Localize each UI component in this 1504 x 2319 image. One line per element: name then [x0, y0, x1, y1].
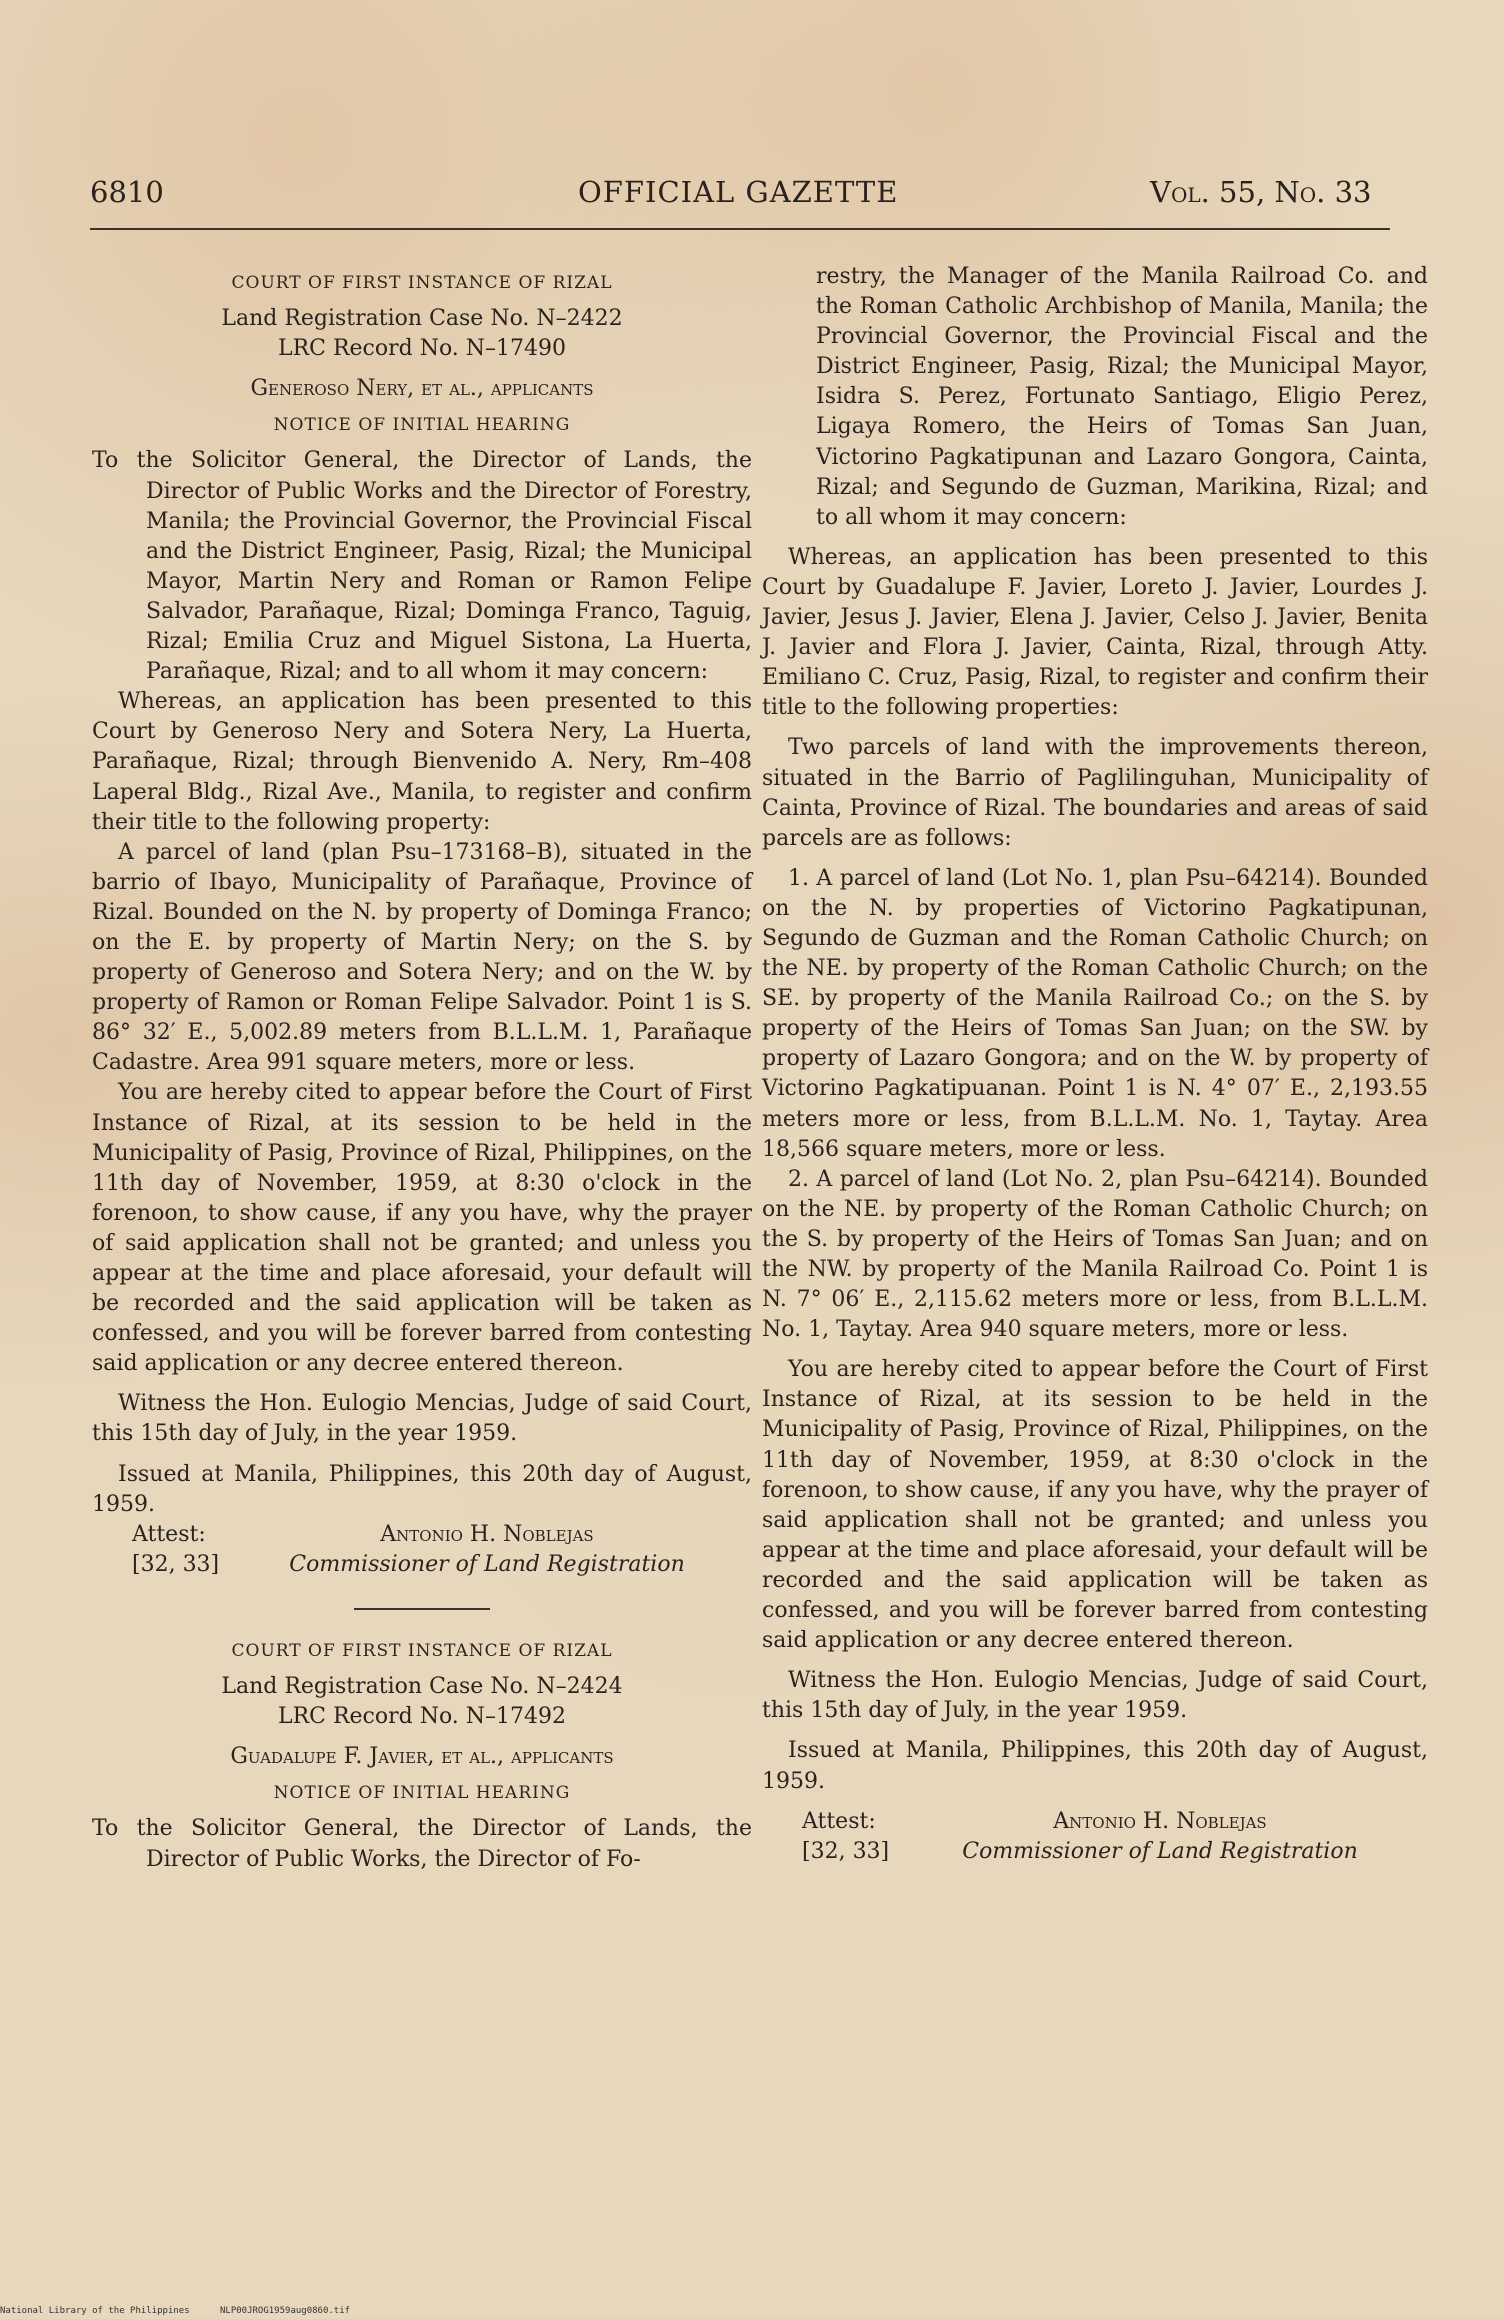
signer-title: Commissioner of Land Registration: [962, 1838, 1358, 1864]
scan-footer-filename: NLP00JROG1959aug0860.tif: [220, 2306, 351, 2316]
issued-paragraph: Issued at Manila, Philippines, this 20th day of August, 1959.: [762, 1738, 1428, 1794]
cited-paragraph: You are hereby cited to appear before the Court of First Instance of Rizal, at its session to be held in the Municipality of Pasig, Province of Rizal, Philippines, on the 11th day of November, 1959, at 8:30 o'clock in the forenoon, to show cause, if any you have, why the prayer of said application shall not be granted; and unless you appear at the time and place aforesaid, your default will be recorded and the said application will be taken as confessed, and you will be forever barred from contesting said application or any decree entered thereon.: [92, 1080, 752, 1377]
case-number: Land Registration Case No. N–2422: [221, 306, 623, 332]
attestation-block: [762, 1807, 1428, 1867]
two-parcels-paragraph: Two parcels of land with the improvements thereon, situated in the Barrio of Paglilinguhan, Municipality of Cainta, Province of Rizal. The boundaries and areas of said parcels are as follows:: [762, 735, 1428, 851]
notice-title: NOTICE OF INITIAL HEARING: [273, 1783, 571, 1804]
attest-label: Attest:: [132, 1521, 206, 1547]
left-column: [92, 262, 752, 1875]
record-number: LRC Record No. N–17490: [277, 336, 567, 362]
notice-separator: [354, 1608, 490, 1610]
witness-paragraph: Witness the Hon. Eulogio Mencias, Judge of said Court, this 15th day of July, in the year 1959.: [762, 1668, 1428, 1724]
addressees-paragraph: To the Solicitor General, the Director of Lands, the Director of Public Works and the Director of Forestry, Manila; the Provincial Governor, the Provincial Fiscal and the District Engineer, Pasig, Rizal; the Municipal Mayor, Martin Nery and Roman or Ramon Felipe Salvador, Parañaque, Rizal; Dominga Franco, Taguig, Rizal; Emilia Cruz and Miguel Sistona, La Huerta, Parañaque, Rizal; and to all whom it may concern:: [92, 448, 752, 685]
signer-name: Antonio H. Noblejas: [380, 1521, 594, 1547]
attest-label: Attest:: [802, 1808, 876, 1834]
cited-paragraph: You are hereby cited to appear before the Court of First Instance of Rizal, at its session to be held in the Municipality of Pasig, Province of Rizal, Philippines, on the 11th day of November, 1959, at 8:30 o'clock in the forenoon, to show cause, if any you have, why the prayer of said application shall not be granted; and unless you appear at the time and place aforesaid, your default will be recorded and the said application will be taken as confessed, and you will be forever barred from contesting said application or any decree entered thereon.: [762, 1357, 1428, 1654]
right-column: [762, 262, 1428, 1867]
header-rule: [90, 228, 1390, 230]
court-heading: COURT OF FIRST INSTANCE OF RIZAL: [231, 273, 613, 293]
signer-title: Commissioner of Land Registration: [289, 1551, 685, 1577]
scan-footer-library: National Library of the Philippines: [0, 2306, 190, 2316]
volume-number: Vol. 55, No. 33: [1150, 175, 1372, 209]
signer-name: Antonio H. Noblejas: [1053, 1808, 1267, 1834]
parcel-2-paragraph: 2. A parcel of land (Lot No. 2, plan Psu–64214). Bounded on the NE. by property of the Roman Catholic Church; on the S. by property of the Heirs of Tomas San Juan; and on the NW. by property of the Manila Railroad Co. Point 1 is N. 7° 06′ E., 2,115.62 meters more or less, from B.L.L.M. No. 1, Taytay. Area 940 square meters, more or less.: [762, 1166, 1428, 1343]
whereas-paragraph: Whereas, an application has been presented to this Court by Generoso Nery and Sotera Nery, La Huerta, Parañaque, Rizal; through Bienvenido A. Nery, Rm–408 Laperal Bldg., Rizal Ave., Manila, to register and confirm their title to the following property:: [92, 689, 752, 835]
issue-reference: [32, 33]: [802, 1838, 890, 1864]
issue-reference: [32, 33]: [132, 1551, 220, 1577]
addressees-paragraph: To the Solicitor General, the Director of Lands, the Director of Public Works, the Director of Fo-: [92, 1816, 752, 1872]
attestation-block: [92, 1520, 752, 1580]
parcel-paragraph: A parcel of land (plan Psu–173168–B), situated in the barrio of Ibayo, Municipality of Parañaque, Province of Rizal. Bounded on the N. by property of Dominga Franco; on the E. by property of Martin Nery; on the S. by property of Generoso and Sotera Nery; and on the W. by property of Ramon or Roman Felipe Salvador. Point 1 is S. 86° 32′ E., 5,002.89 meters from B.L.L.M. 1, Parañaque Cadastre. Area 991 square meters, more or less.: [92, 839, 752, 1076]
page-number: 6810: [90, 175, 164, 209]
notice-title: NOTICE OF INITIAL HEARING: [273, 415, 571, 436]
issued-paragraph: Issued at Manila, Philippines, this 20th day of August, 1959.: [92, 1461, 752, 1517]
applicants-line: Guadalupe F. Javier, et al., applicants: [230, 1744, 614, 1770]
addressees-continuation: restry, the Manager of the Manila Railroad Co. and the Roman Catholic Archbishop of Manila, Manila; the Provincial Governor, the Provincial Fiscal and the District Engineer, Pasig, Rizal; the Municipal Mayor, Isidra S. Perez, Fortunato Santiago, Eligio Perez, Ligaya Romero, the Heirs of Tomas San Juan, Victorino Pagkatipunan and Lazaro Gongora, Cainta, Rizal; and Segundo de Guzman, Marikina, Rizal; and to all whom it may concern:: [816, 264, 1428, 530]
court-heading: COURT OF FIRST INSTANCE OF RIZAL: [231, 1640, 613, 1661]
applicants-line: Generoso Nery, et al., applicants: [250, 376, 594, 402]
publication-title: OFFICIAL GAZETTE: [578, 175, 899, 209]
case-number: Land Registration Case No. N–2424: [221, 1674, 623, 1700]
parcel-1-paragraph: 1. A parcel of land (Lot No. 1, plan Psu–64214). Bounded on the N. by properties of Victorino Pagkatipunan, Segundo de Guzman and the Roman Catholic Church; on the NE. by property of the Roman Catholic Church; on the SE. by property of the Manila Railroad Co.; on the S. by property of the Heirs of Tomas San Juan; on the SW. by property of Lazaro Gongora; and on the W. by property of Victorino Pagkatipuanan. Point 1 is N. 4° 07′ E., 2,193.55 meters more or less, from B.L.L.M. No. 1, Taytay. Area 18,566 square meters, more or less.: [762, 865, 1428, 1162]
record-number: LRC Record No. N–17492: [277, 1704, 567, 1730]
witness-paragraph: Witness the Hon. Eulogio Mencias, Judge of said Court, this 15th day of July, in the year 1959.: [92, 1391, 752, 1447]
whereas-paragraph: Whereas, an application has been presented to this Court by Guadalupe F. Javier, Loreto J. Javier, Lourdes J. Javier, Jesus J. Javier, Elena J. Javier, Celso J. Javier, Benita J. Javier and Flora J. Javier, Cainta, Rizal, through Atty. Emiliano C. Cruz, Pasig, Rizal, to register and confirm their title to the following properties:: [762, 544, 1428, 721]
page-header: [90, 175, 1390, 215]
